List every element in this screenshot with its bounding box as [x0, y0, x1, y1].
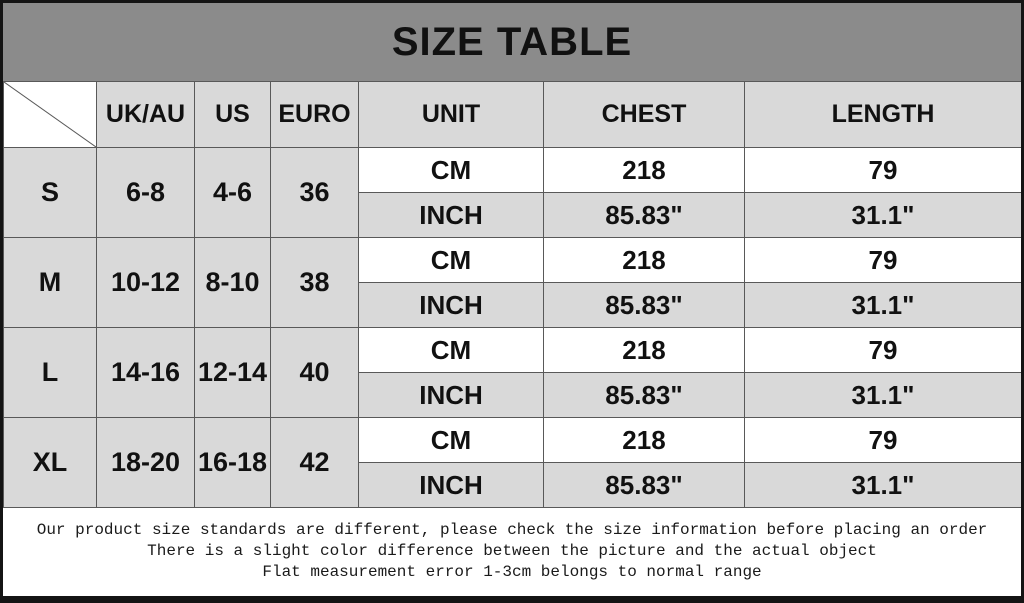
length-inch-cell: 31.1"	[745, 373, 1022, 418]
size-row-l-cm	[4, 328, 1022, 373]
us-cell: 16-18	[195, 418, 271, 508]
header-row	[4, 82, 1022, 148]
unit-cm-cell: CM	[359, 238, 544, 283]
col-header-unit: UNIT	[359, 82, 544, 148]
us-cell: 12-14	[195, 328, 271, 418]
ukau-cell: 14-16	[97, 328, 195, 418]
corner-diagonal-cell	[4, 82, 97, 148]
length-cm-cell: 79	[745, 418, 1022, 463]
chest-inch-cell: 85.83"	[544, 463, 745, 508]
ukau-cell: 18-20	[97, 418, 195, 508]
col-header-chest: CHEST	[544, 82, 745, 148]
ukau-cell: 6-8	[97, 148, 195, 238]
unit-inch-cell: INCH	[359, 283, 544, 328]
length-cm-cell: 79	[745, 328, 1022, 373]
length-inch-cell: 31.1"	[745, 463, 1022, 508]
unit-cm-cell: CM	[359, 418, 544, 463]
size-cell: M	[4, 238, 97, 328]
footer-notes	[3, 508, 1021, 596]
chest-cm-cell: 218	[544, 148, 745, 193]
footer-note-line-1: Our product size standards are different, please check the size information before placing an order	[36, 520, 988, 539]
unit-inch-cell: INCH	[359, 463, 544, 508]
unit-cm-cell: CM	[359, 328, 544, 373]
size-table	[3, 81, 1022, 508]
euro-cell: 40	[271, 328, 359, 418]
chest-cm-cell: 218	[544, 238, 745, 283]
size-row-m-cm	[4, 238, 1022, 283]
us-cell: 8-10	[195, 238, 271, 328]
unit-cm-cell: CM	[359, 148, 544, 193]
size-row-xl-cm	[4, 418, 1022, 463]
chest-cm-cell: 218	[544, 328, 745, 373]
euro-cell: 38	[271, 238, 359, 328]
unit-inch-cell: INCH	[359, 193, 544, 238]
unit-inch-cell: INCH	[359, 373, 544, 418]
chest-inch-cell: 85.83"	[544, 283, 745, 328]
size-cell: S	[4, 148, 97, 238]
col-header-length: LENGTH	[745, 82, 1022, 148]
length-cm-cell: 79	[745, 148, 1022, 193]
euro-cell: 36	[271, 148, 359, 238]
chest-inch-cell: 85.83"	[544, 373, 745, 418]
chest-cm-cell: 218	[544, 418, 745, 463]
size-row-s-cm	[4, 148, 1022, 193]
length-inch-cell: 31.1"	[745, 283, 1022, 328]
diagonal-line-icon	[4, 82, 96, 147]
footer-note-line-2: There is a slight color difference between the picture and the actual object	[147, 541, 877, 560]
page-title: SIZE TABLE	[3, 3, 1021, 81]
length-cm-cell: 79	[745, 238, 1022, 283]
ukau-cell: 10-12	[97, 238, 195, 328]
size-cell: L	[4, 328, 97, 418]
footer-note-line-3: Flat measurement error 1-3cm belongs to normal range	[262, 562, 762, 581]
euro-cell: 42	[271, 418, 359, 508]
us-cell: 4-6	[195, 148, 271, 238]
length-inch-cell: 31.1"	[745, 193, 1022, 238]
chest-inch-cell: 85.83"	[544, 193, 745, 238]
col-header-euro: EURO	[271, 82, 359, 148]
col-header-ukau: UK/AU	[97, 82, 195, 148]
size-cell: XL	[4, 418, 97, 508]
col-header-us: US	[195, 82, 271, 148]
